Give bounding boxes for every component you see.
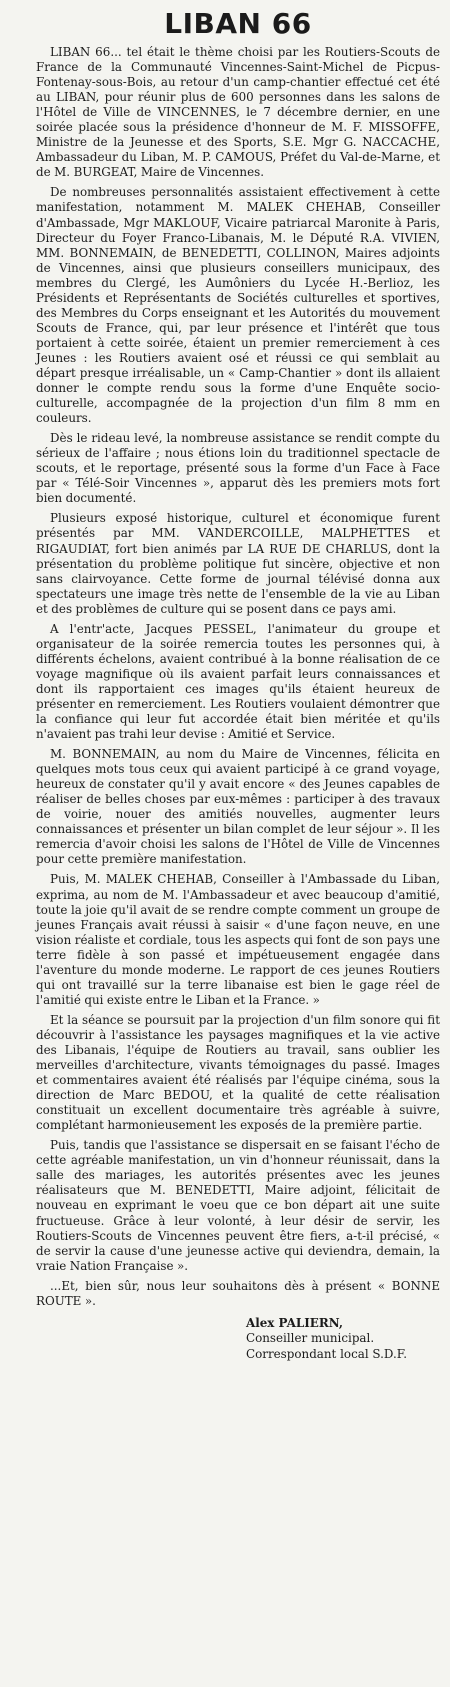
paragraph: Et la séance se poursuit par la projection d'un film sonore qui fit découvrir à l'assistance les paysages magnifiques et la vie active des Libanais, l'équipe de Routiers au travail, sans oublier les merveilles d'architecture, vivants témoignages du passé. Images et commentaires avaient été réalisés par l'équipe cinéma, sous la direction de Marc BEDOU, et la qualité de cette réalisation constituait un excellent documentaire très agréable à suivre, complétant harmonieusement les exposés de la première partie.: [36, 1012, 440, 1133]
article-body: [36, 45, 440, 1309]
paragraph: Plusieurs exposé historique, culturel et économique furent présentés par MM. VANDERCOILLE, MALPHETTES et RIGAUDIAT, fort bien animés par LA RUE DE CHARLUS, dont la présentation du problème politique fut sincère, objective et non sans clairvoyance. Cette forme de journal télévisé donna aux spectateurs une image très nette de l'ensemble de la vie au Liban et des problèmes de culture qui se posent dans ce pays ami.: [36, 511, 440, 616]
paragraph: Puis, M. MALEK CHEHAB, Conseiller à l'Ambassade du Liban, exprima, au nom de M. l'Ambassadeur et avec beaucoup d'amitié, toute la joie qu'il avait de se rendre compte comment un groupe de jeunes Français avait réussi à saisir « d'une façon neuve, en une vision réaliste et cordiale, tous les aspects qui font de son pays une terre fidèle à son passé et impétueusement engagée dans l'aventure du monde moderne. Le rapport de ces jeunes Routiers qui ont travaillé sur la terre libanaise est bien le gage réel de l'amitié qui existe entre le Liban et la France. »: [36, 872, 440, 1007]
author-role: Conseiller municipal.: [246, 1331, 375, 1346]
paragraph: A l'entr'acte, Jacques PESSEL, l'animateur du groupe et organisateur de la soirée remercia toutes les personnes qui, à différents échelons, avaient contribué à la bonne réalisation de ce voyage magnifique où ils avaient parfait leurs connaissances et dont ils rapportaient ces images qu'ils étaient heureux de présenter en remerciement. Les Routiers voulaient démontrer que la confiance qui leur fut accordée était bien méritée et qu'ils n'avaient pas trahi leur devise : Amitié et Service.: [36, 621, 440, 742]
paragraph: Puis, tandis que l'assistance se dispersait en se faisant l'écho de cette agréable manifestation, un vin d'honneur réunissait, dans la salle des mariages, les autorités présentes avec les jeunes réalisateurs que M. BENEDETTI, Maire adjoint, félicitait de nouveau en exprimant le voeu que ce bon départ ait une suite fructueuse. Grâce à leur volonté, à leur désir de servir, les Routiers-Scouts de Vincennes peuvent être fiers, a-t-il précisé, « de servir la cause d'une jeunesse active qui deviendra, demain, la vraie Nation Française ».: [36, 1138, 440, 1273]
paragraph: De nombreuses personnalités assistaient effectivement à cette manifestation, notamment M. MALEK CHEHAB, Conseiller d'Ambassade, Mgr MAKLOUF, Vicaire patriarcal Maronite à Paris, Directeur du Foyer Franco-Libanais, M. le Député R.A. VIVIEN, MM. BONNEMAIN, de BENEDETTI, COLLINON, Maires adjoints de Vincennes, ainsi que plusieurs conseillers municipaux, des membres du Clergé, les Aumôniers du Lycée H.-Berlioz, les Présidents et Représentants de Sociétés culturelles et sportives, des Membres du Corps enseignant et les Autorités du mouvement Scouts de France, qui, par leur présence et l'intérêt que tous portaient à cette soirée, étaient un premier remerciement à ces Jeunes : les Routiers avaient osé et réussi ce qui semblait au départ presque irréalisable, un « Camp-Chantier » dont ils allaient donner le compte rendu sous la forme d'une Enquête socio-culturelle, accompagnée de la projection d'un film 8 mm en couleurs.: [36, 185, 440, 426]
author-name: Alex PALIERN,: [246, 1315, 343, 1330]
author-affiliation: Correspondant local S.D.F.: [246, 1346, 407, 1361]
paragraph: LIBAN 66... tel était le thème choisi par les Routiers-Scouts de France de la Communauté Vincennes-Saint-Michel de Picpus-Fontenay-sous-Bois, au retour d'un camp-chantier effectué cet été au LIBAN, pour réunir plus de 600 personnes dans les salons de l'Hôtel de Ville de VINCENNES, le 7 décembre dernier, en une soirée placée sous la présidence d'honneur de M. F. MISSOFFE, Ministre de la Jeunesse et des Sports, S.E. Mgr G. NACCACHE, Ambassadeur du Liban, M. P. CAMOUS, Préfet du Val-de-Marne, et de M. BURGEAT, Maire de Vincennes.: [36, 45, 440, 180]
paragraph: Dès le rideau levé, la nombreuse assistance se rendit compte du sérieux de l'affaire ; nous étions loin du traditionnel spectacle de scouts, et le reportage, présenté sous la forme d'un Face à Face par « Télé-Soir Vincennes », apparut dès les premiers mots fort bien documenté.: [36, 431, 440, 506]
paragraph: M. BONNEMAIN, au nom du Maire de Vincennes, félicita en quelques mots tous ceux qui avaient participé à ce grand voyage, heureux de constater qu'il y avait encore « des Jeunes capables de réaliser de belles choses par eux-mêmes : participer à des travaux de voirie, nouer des amitiés nouvelles, augmenter leurs connaissances et présenter un bilan complet de leur séjour ». Il les remercia d'avoir choisi les salons de l'Hôtel de Ville de Vincennes pour cette première manifestation.: [36, 747, 440, 867]
article-title: LIBAN 66: [164, 7, 312, 40]
closing-paragraph: ...Et, bien sûr, nous leur souhaitons dès à présent « BONNE ROUTE ».: [36, 1278, 440, 1308]
signature-block: [246, 1316, 440, 1363]
